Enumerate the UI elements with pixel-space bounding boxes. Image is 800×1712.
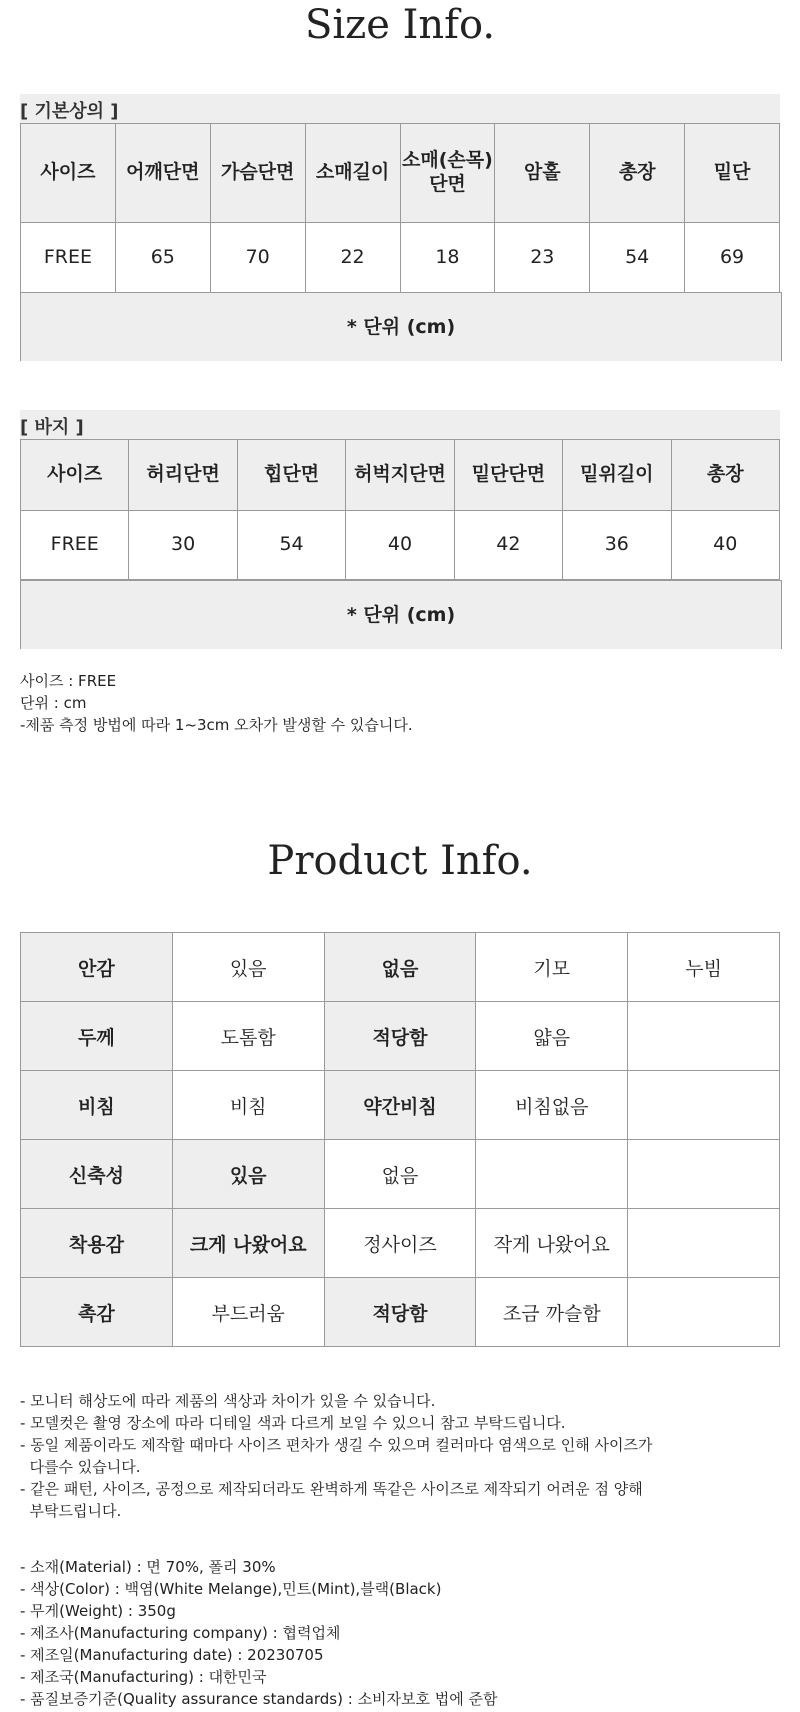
spec-line: - 제조일(Manufacturing date) : 20230705 bbox=[20, 1646, 324, 1664]
product-info-row bbox=[21, 933, 780, 1002]
care-note-line: - 동일 제품이라도 제작할 때마다 사이즈 편차가 생길 수 있으며 컬러마다 염색으로 인해 사이즈가 bbox=[20, 1436, 653, 1454]
attribute-option bbox=[628, 1140, 780, 1209]
top-header-cell-3: 소매길이 bbox=[305, 124, 400, 223]
care-note-line: 다를수 있습니다. bbox=[20, 1458, 141, 1476]
attribute-label: 두께 bbox=[21, 1002, 173, 1071]
top-size-table bbox=[20, 123, 780, 293]
attribute-label: 착용감 bbox=[21, 1209, 173, 1278]
size-note-line: 사이즈 : FREE bbox=[20, 672, 117, 690]
top-value-cell-4: 18 bbox=[400, 223, 495, 293]
top-header-row bbox=[21, 124, 780, 223]
product-info-title: Product Info. bbox=[267, 838, 533, 884]
pants-unit-label: * 단위 (cm) bbox=[20, 580, 782, 649]
attribute-option bbox=[628, 1002, 780, 1071]
size-note-line: 단위 : cm bbox=[20, 694, 87, 712]
product-specs bbox=[20, 1556, 498, 1710]
top-value-cell-0: FREE bbox=[21, 223, 116, 293]
top-header-cell-6: 총장 bbox=[590, 124, 685, 223]
top-value-cell-2: 70 bbox=[210, 223, 305, 293]
top-header-cell-4: 소매(손목) 단면 bbox=[400, 124, 495, 223]
top-header-cell-0: 사이즈 bbox=[21, 124, 116, 223]
spec-line: - 무게(Weight) : 350g bbox=[20, 1602, 176, 1620]
pants-header-cell-4: 밑단단면 bbox=[454, 440, 562, 511]
top-caption-bar bbox=[20, 94, 780, 124]
care-note-line: - 모델컷은 촬영 장소에 따라 디테일 색과 다르게 보일 수 있으니 참고 부탁드립니다. bbox=[20, 1414, 566, 1432]
spec-line: - 품질보증기준(Quality assurance standards) : 소비자보호 법에 준함 bbox=[20, 1690, 498, 1708]
pants-value-cell-0: FREE bbox=[21, 511, 129, 580]
selected-option: 적당함 bbox=[324, 1278, 476, 1347]
pants-header-cell-3: 허벅지단면 bbox=[346, 440, 454, 511]
attribute-option: 얇음 bbox=[476, 1002, 628, 1071]
top-value-cell-7: 69 bbox=[685, 223, 780, 293]
pants-header-cell-1: 허리단면 bbox=[129, 440, 237, 511]
size-note-line: -제품 측정 방법에 따라 1~3cm 오차가 발생할 수 있습니다. bbox=[20, 716, 413, 734]
pants-value-cell-1: 30 bbox=[129, 511, 237, 580]
attribute-option bbox=[628, 1209, 780, 1278]
selected-option: 크게 나왔어요 bbox=[172, 1209, 324, 1278]
attribute-option: 있음 bbox=[172, 933, 324, 1002]
attribute-label: 신축성 bbox=[21, 1140, 173, 1209]
attribute-label: 비침 bbox=[21, 1071, 173, 1140]
top-value-row bbox=[21, 223, 780, 293]
top-caption: [ 기본상의 ] bbox=[20, 101, 119, 122]
attribute-option: 부드러움 bbox=[172, 1278, 324, 1347]
product-info-row bbox=[21, 1140, 780, 1209]
selected-option: 없음 bbox=[324, 933, 476, 1002]
pants-caption-bar bbox=[20, 410, 780, 440]
pants-value-cell-5: 36 bbox=[563, 511, 671, 580]
pants-value-cell-2: 54 bbox=[237, 511, 345, 580]
pants-value-cell-3: 40 bbox=[346, 511, 454, 580]
attribute-option bbox=[476, 1140, 628, 1209]
pants-header-cell-2: 힙단면 bbox=[237, 440, 345, 511]
attribute-option bbox=[628, 1071, 780, 1140]
attribute-label: 안감 bbox=[21, 933, 173, 1002]
care-note-line: - 같은 패턴, 사이즈, 공정으로 제작되더라도 완벽하게 똑같은 사이즈로 제작되기 어려운 점 양해 bbox=[20, 1480, 643, 1498]
top-value-cell-1: 65 bbox=[115, 223, 210, 293]
attribute-option: 기모 bbox=[476, 933, 628, 1002]
product-info-row bbox=[21, 1071, 780, 1140]
care-notes bbox=[20, 1390, 653, 1522]
selected-option: 적당함 bbox=[324, 1002, 476, 1071]
attribute-option: 비침없음 bbox=[476, 1071, 628, 1140]
spec-line: - 소재(Material) : 면 70%, 폴리 30% bbox=[20, 1558, 276, 1576]
top-unit-label: * 단위 (cm) bbox=[20, 292, 782, 361]
size-info-title: Size Info. bbox=[304, 2, 496, 48]
pants-header-cell-6: 총장 bbox=[671, 440, 779, 511]
pants-value-cell-4: 42 bbox=[454, 511, 562, 580]
attribute-option: 작게 나왔어요 bbox=[476, 1209, 628, 1278]
pants-caption: [ 바지 ] bbox=[20, 417, 84, 438]
pants-header-cell-0: 사이즈 bbox=[21, 440, 129, 511]
pants-value-row bbox=[21, 511, 780, 580]
top-header-cell-5: 암홀 bbox=[495, 124, 590, 223]
care-note-line: - 모니터 해상도에 따라 제품의 색상과 차이가 있을 수 있습니다. bbox=[20, 1392, 436, 1410]
attribute-option: 없음 bbox=[324, 1140, 476, 1209]
product-info-table bbox=[20, 932, 780, 1347]
pants-value-cell-6: 40 bbox=[671, 511, 779, 580]
top-value-cell-3: 22 bbox=[305, 223, 400, 293]
attribute-option: 누빔 bbox=[628, 933, 780, 1002]
pants-size-table bbox=[20, 439, 780, 580]
attribute-option: 정사이즈 bbox=[324, 1209, 476, 1278]
care-note-line: 부탁드립니다. bbox=[20, 1502, 122, 1520]
spec-line: - 제조사(Manufacturing company) : 협력업체 bbox=[20, 1624, 341, 1642]
top-header-cell-2: 가슴단면 bbox=[210, 124, 305, 223]
product-info-row bbox=[21, 1002, 780, 1071]
top-value-cell-6: 54 bbox=[590, 223, 685, 293]
pants-header-cell-5: 밑위길이 bbox=[563, 440, 671, 511]
pants-header-row bbox=[21, 440, 780, 511]
attribute-option: 도톰함 bbox=[172, 1002, 324, 1071]
top-header-cell-7: 밑단 bbox=[685, 124, 780, 223]
product-info-row bbox=[21, 1209, 780, 1278]
size-notes bbox=[20, 670, 413, 736]
attribute-option bbox=[628, 1278, 780, 1347]
selected-option: 약간비침 bbox=[324, 1071, 476, 1140]
attribute-option: 조금 까슬함 bbox=[476, 1278, 628, 1347]
attribute-label: 촉감 bbox=[21, 1278, 173, 1347]
top-value-cell-5: 23 bbox=[495, 223, 590, 293]
spec-line: - 색상(Color) : 백염(White Melange),민트(Mint),블랙(Black) bbox=[20, 1580, 442, 1598]
spec-line: - 제조국(Manufacturing) : 대한민국 bbox=[20, 1668, 267, 1686]
product-info-row bbox=[21, 1278, 780, 1347]
top-header-cell-1: 어깨단면 bbox=[115, 124, 210, 223]
selected-option: 있음 bbox=[172, 1140, 324, 1209]
attribute-option: 비침 bbox=[172, 1071, 324, 1140]
